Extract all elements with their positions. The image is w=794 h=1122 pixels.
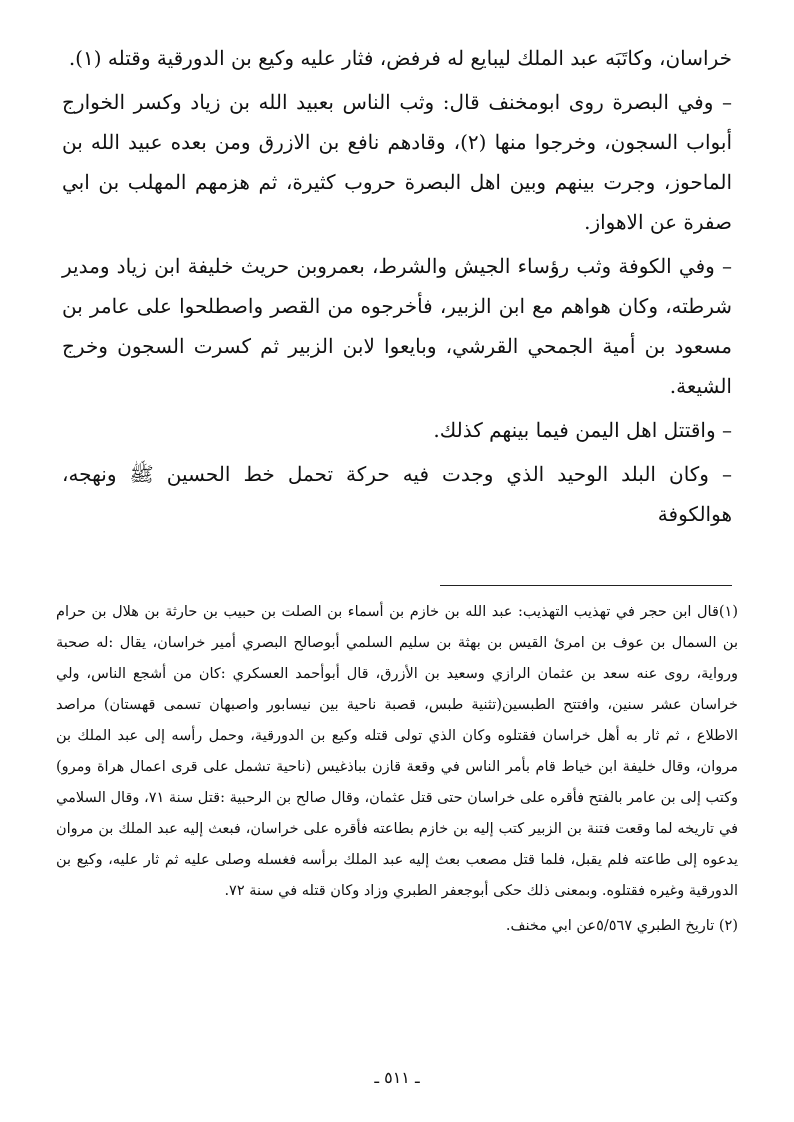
main-paragraph-4: – واقتتل اهل اليمن فيما بينهم كذلك. [433, 418, 732, 442]
footnotes [56, 597, 738, 946]
main-paragraph-1: خراسان، وكاتَبَه عبد الملك ليبايع له فرفض، فثار عليه وكيع بن الدورقية وقتله (١). [68, 46, 732, 70]
page-number: ـ ٥١١ ـ [374, 1068, 420, 1087]
main-paragraph-3: – وفي الكوفة وثب رؤساء الجيش والشرط، بعمروبن حريث خليفة ابن زياد ومدير شرطته، وكان هواهم مع ابن الزبير، فأخرجوه من القصر واصطلحوا على عامر بن مسعود بن أمية الجمحي القرشي، وبايعوا لابن الزبير ثم كسرت السجون وخرج الشيعة. [62, 254, 732, 398]
footnote-separator [440, 585, 732, 586]
footnote-2: (٢) تاريخ الطبري ٥/٥٦٧عن ابي مخنف. [505, 918, 738, 934]
footnote-1: (١)قال ابن حجر في تهذيب التهذيب: عبد الله بن خازم بن أسماء بن الصلت بن حبيب بن حارثة بن هلال بن حرام بن السمال بن عوف بن امرئ القيس بن بهثة بن سليم السلمي أبوصالح البصري أمير خراسان، يقال :له صحبة ورواية، روى عنه سعد بن عثمان الرازي وسعيد بن الأزرق، قال أبوأحمد العسكري :كان من أشجع الناس، ولي خراسان عشر سنين، وافتتح الطبسين(تثنية طبس، قصبة ناحية بين نيسابور واصبهان تسمى قهستان) مراصد الاطلاع ، ثم ثار به أهل خراسان فقتلوه وكان الذي تولى قتله وكيع بن الدورقية، وحمل رأسه إلى عبد الملك بن مروان، وقال خليفة ابن خياط قام بأمر الناس في وقعة قازن بباذغيس (ناحية تشمل على قرى اعمال هراة ومرو) وكتب إلى بن عامر بالفتح فأقره على خراسان حتى قتل عثمان، وقال صالح بن الرحبية :قتل سنة ٧١، وقال السلامي في تاريخه لما وقعت فتنة بن الزبير كتب إليه بن خازم بطاعته فأقره على خراسان، فبعث إليه عبد الملك بن مروان يدعوه إلى طاعته فلم يقبل، فلما قتل مصعب بعث إليه عبد الملك برأسه فغسله وصلى عليه ثم ثار عليه، وكيع بن الدورقية وغيره فقتلوه. وبمعنى ذلك حكى أبوجعفر الطبري وزاد وكان قتله في سنة ٧٢. [56, 604, 738, 899]
main-text [62, 38, 732, 538]
main-paragraph-5: – وكان البلد الوحيد الذي وجدت فيه حركة تحمل خط الحسين ﷺ ونهجه، هوالكوفة [62, 462, 732, 526]
main-paragraph-2: – وفي البصرة روى ابومخنف قال: وثب الناس بعبيد الله بن زياد وكسر الخوارج أبواب السجون، وخرجوا منها (٢)، وقادهم نافع بن الازرق ومن بعده عبيد الله بن الماحوز، وجرت بينهم وبين اهل البصرة حروب كثيرة، ثم هزمهم المهلب بن ابي صفرة عن الاهواز. [62, 90, 733, 234]
